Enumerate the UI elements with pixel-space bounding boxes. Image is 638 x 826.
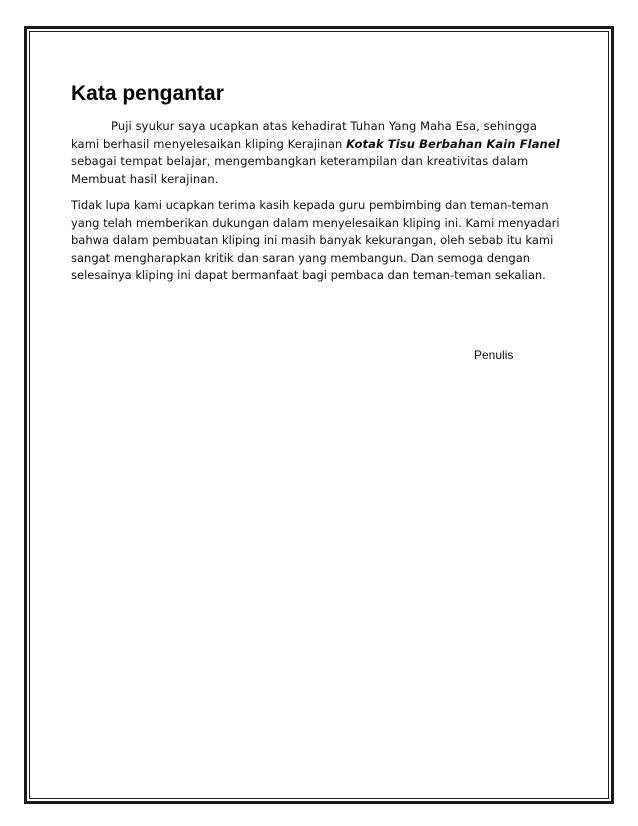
paragraph-intro xyxy=(71,118,561,188)
paragraph-intro-text-start: Puji syukur saya ucapkan atas kehadirat Tuhan Yang Maha Esa, sehingga kami berhasil menyelesaikan kliping Kerajinan xyxy=(71,119,537,151)
paragraph-intro-text-end: sebagai tempat belajar, mengembangkan keterampilan dan kreativitas dalam Membuat hasil kerajinan. xyxy=(71,154,529,186)
paragraph-thanks: Tidak lupa kami ucapkan terima kasih kepada guru pembimbing dan teman-teman yang telah memberikan dukungan dalam menyelesaikan kliping ini. Kami menyadari bahwa dalam pembuatan kliping ini masih banyak kekurangan, oleh sebab itu kami sangat mengharapkan kritik dan saran yang membangun. Dan semoga dengan selesainya kliping ini dapat bermanfaat bagi pembaca dan teman-teman sekalian. xyxy=(71,198,560,282)
document-body xyxy=(71,82,561,285)
page-title: Kata pengantar xyxy=(71,82,224,105)
author-signature: Penulis xyxy=(474,348,514,362)
product-name-emphasis: Kotak Tisu Berbahan Kain Flanel xyxy=(346,136,560,151)
